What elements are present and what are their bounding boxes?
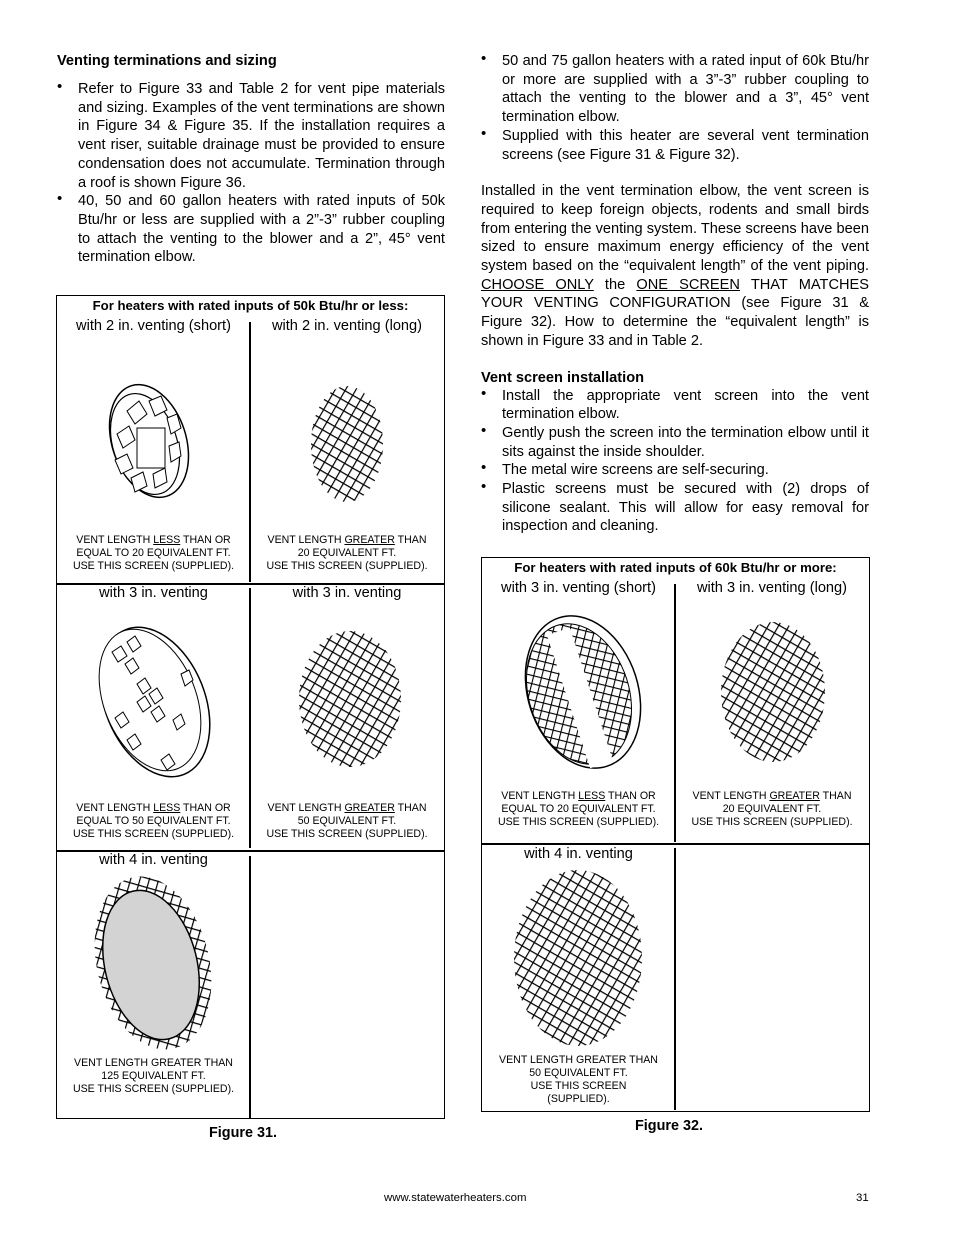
cell-title: with 2 in. venting (short) [76, 318, 231, 334]
cell-note [482, 790, 675, 829]
note-text: VENT LENGTH [692, 790, 770, 802]
cell-title: with 4 in. venting [99, 852, 208, 868]
install-bullet-list [481, 387, 869, 537]
cell-note [482, 1054, 675, 1106]
note-text: EQUAL TO 20 EQUIVALENT FT. [501, 803, 656, 815]
note-text: 50 EQUIVALENT FT. [297, 815, 397, 827]
note-text: THAN [819, 790, 852, 802]
note-text: THAN OR [605, 790, 656, 802]
note-text: VENT LENGTH [501, 790, 579, 802]
one-screen-emphasis: ONE SCREEN [636, 276, 740, 293]
cell-title: with 3 in. venting (long) [696, 580, 848, 596]
note-text: USE THIS SCREEN (SUPPLIED). [72, 828, 235, 840]
bullet-list [481, 52, 869, 164]
screen-cell-3in-long [250, 584, 444, 850]
wire-mesh-screen-icon [482, 870, 675, 1060]
wire-mesh-screen-icon [250, 614, 444, 814]
note-text: EQUAL TO 20 EQUIVALENT FT. [76, 547, 231, 559]
note-text: VENT LENGTH [267, 802, 345, 814]
footer-url: www.statewaterheaters.com [384, 1192, 527, 1204]
note-text: THAN [394, 534, 427, 546]
figure-caption: Figure 32. [635, 1118, 703, 1134]
paragraph-text: the [604, 276, 626, 293]
list-item: • 40, 50 and 60 gallon heaters with rated inputs of 50k Btu/hr or less are supplied with a 2”-3” rubber coupling to attach the venting to the blower and a 2”, 45° vent termination elbow. [57, 192, 445, 267]
note-emphasis: GREATER [769, 790, 820, 802]
note-text: VENT LENGTH [267, 534, 345, 546]
note-text: USE THIS SCREEN (SUPPLIED). [266, 560, 428, 572]
screen-cell-3in-short [57, 584, 250, 850]
vent-screen-paragraph [481, 182, 869, 350]
wire-mesh-screen-icon [675, 606, 869, 806]
cell-note [250, 802, 444, 841]
note-emphasis: LESS [153, 534, 181, 546]
note-emphasis: GREATER [344, 534, 395, 546]
list-item: • Plastic screens must be secured with (2) drops of silicone sealant. This will allow for easy removal for inspection and cleaning. [481, 480, 869, 536]
choose-only-emphasis: CHOOSE ONLY [481, 276, 594, 293]
note-text: VENT LENGTH [76, 534, 154, 546]
bullet-list [57, 80, 445, 267]
list-item: • The metal wire screens are self-securing. [481, 461, 869, 480]
note-text: 125 EQUIVALENT FT. [101, 1070, 206, 1082]
note-text: VENT LENGTH GREATER THAN [499, 1054, 658, 1066]
cell-note [57, 802, 250, 841]
cell-note [57, 534, 250, 573]
note-text: (SUPPLIED). [547, 1093, 610, 1105]
screen-cell-4in [482, 844, 675, 1111]
wire-mesh-screen-icon [57, 877, 250, 1067]
figure-31 [56, 295, 445, 1119]
list-item: • 50 and 75 gallon heaters with a rated input of 60k Btu/hr or more are supplied with a 3”-3” rubber coupling to attach the venting to the blower and a 3”, 45° vent termination elbow. [481, 52, 869, 127]
figure-caption: Figure 31. [209, 1125, 277, 1141]
list-item: • Install the appropriate vent screen into the vent termination elbow. [481, 387, 869, 424]
cell-note [675, 790, 869, 829]
list-item: • Refer to Figure 33 and Table 2 for vent pipe materials and sizing. Examples of the vent terminations are shown in Figure 34 & Figure 35. If the installation requires a vent riser, suitable drainage must be provided to ensure condensation does not accumulate. Termination through a roof is shown Figure 36. [57, 80, 445, 192]
section-heading: Vent screen installation [481, 369, 645, 386]
screen-cell-2in-long [250, 316, 444, 583]
cell-note [57, 1057, 250, 1096]
note-text: 50 EQUIVALENT FT. [529, 1067, 628, 1079]
note-text: USE THIS SCREEN (SUPPLIED). [266, 828, 428, 840]
list-item: • Gently push the screen into the termination elbow until it sits against the inside shoulder. [481, 424, 869, 461]
list-item: • Supplied with this heater are several vent termination screens (see Figure 31 & Figure 32). [481, 127, 869, 164]
right-column [481, 52, 869, 536]
note-text: 20 EQUIVALENT FT. [722, 803, 822, 815]
note-text: USE THIS SCREEN (SUPPLIED). [497, 816, 660, 828]
screen-cell-3in-long [675, 578, 869, 843]
cell-title: with 4 in. venting [524, 846, 633, 862]
note-text: 20 EQUIVALENT FT. [297, 547, 397, 559]
screen-cell-4in [57, 851, 250, 1117]
plastic-screen-icon [482, 606, 675, 806]
wire-mesh-screen-icon [250, 356, 444, 556]
figure-header: For heaters with rated inputs of 60k Btu/hr or more: [514, 560, 837, 575]
note-text: THAN OR [180, 534, 231, 546]
left-column [57, 52, 445, 267]
note-emphasis: GREATER [344, 802, 395, 814]
cell-title: with 3 in. venting (short) [501, 580, 656, 596]
screen-cell-3in-short [482, 578, 675, 843]
note-emphasis: LESS [578, 790, 606, 802]
section-heading: Venting terminations and sizing [57, 53, 277, 69]
screen-cell-2in-short [57, 316, 250, 583]
page-number: 31 [856, 1192, 869, 1204]
note-text: EQUAL TO 50 EQUIVALENT FT. [76, 815, 231, 827]
cell-title: with 2 in. venting (long) [271, 318, 423, 334]
note-text: USE THIS SCREEN (SUPPLIED). [72, 560, 235, 572]
plastic-screen-icon [57, 614, 250, 814]
note-text: USE THIS SCREEN (SUPPLIED). [72, 1083, 235, 1095]
figure-32 [481, 557, 870, 1112]
cell-title: with 3 in. venting [292, 585, 402, 601]
note-text: VENT LENGTH GREATER THAN [74, 1057, 233, 1069]
note-text: USE THIS SCREEN [530, 1080, 627, 1092]
cell-title: with 3 in. venting [99, 585, 208, 601]
note-text: USE THIS SCREEN (SUPPLIED). [691, 816, 853, 828]
cell-note [250, 534, 444, 573]
note-text: THAN OR [180, 802, 231, 814]
note-emphasis: LESS [153, 802, 181, 814]
note-text: VENT LENGTH [76, 802, 154, 814]
plastic-screen-icon [57, 356, 250, 556]
figure-header: For heaters with rated inputs of 50k Btu/hr or less: [92, 298, 409, 313]
paragraph-text: THAT MATCHES YOUR VENTING CONFIGURATION (see Figure 31 & Figure 32). How to determine the “equivalent length” is shown in Figure 33 and in Table 2. [481, 276, 869, 349]
paragraph-text: Installed in the vent termination elbow, the vent screen is required to keep foreign objects, rodents and small birds from entering the venting system. These screens have been sized to ensure maximum energy efficiency of the vent system based on the “equivalent length” of the vent piping. [481, 183, 869, 275]
note-text: THAN [394, 802, 427, 814]
